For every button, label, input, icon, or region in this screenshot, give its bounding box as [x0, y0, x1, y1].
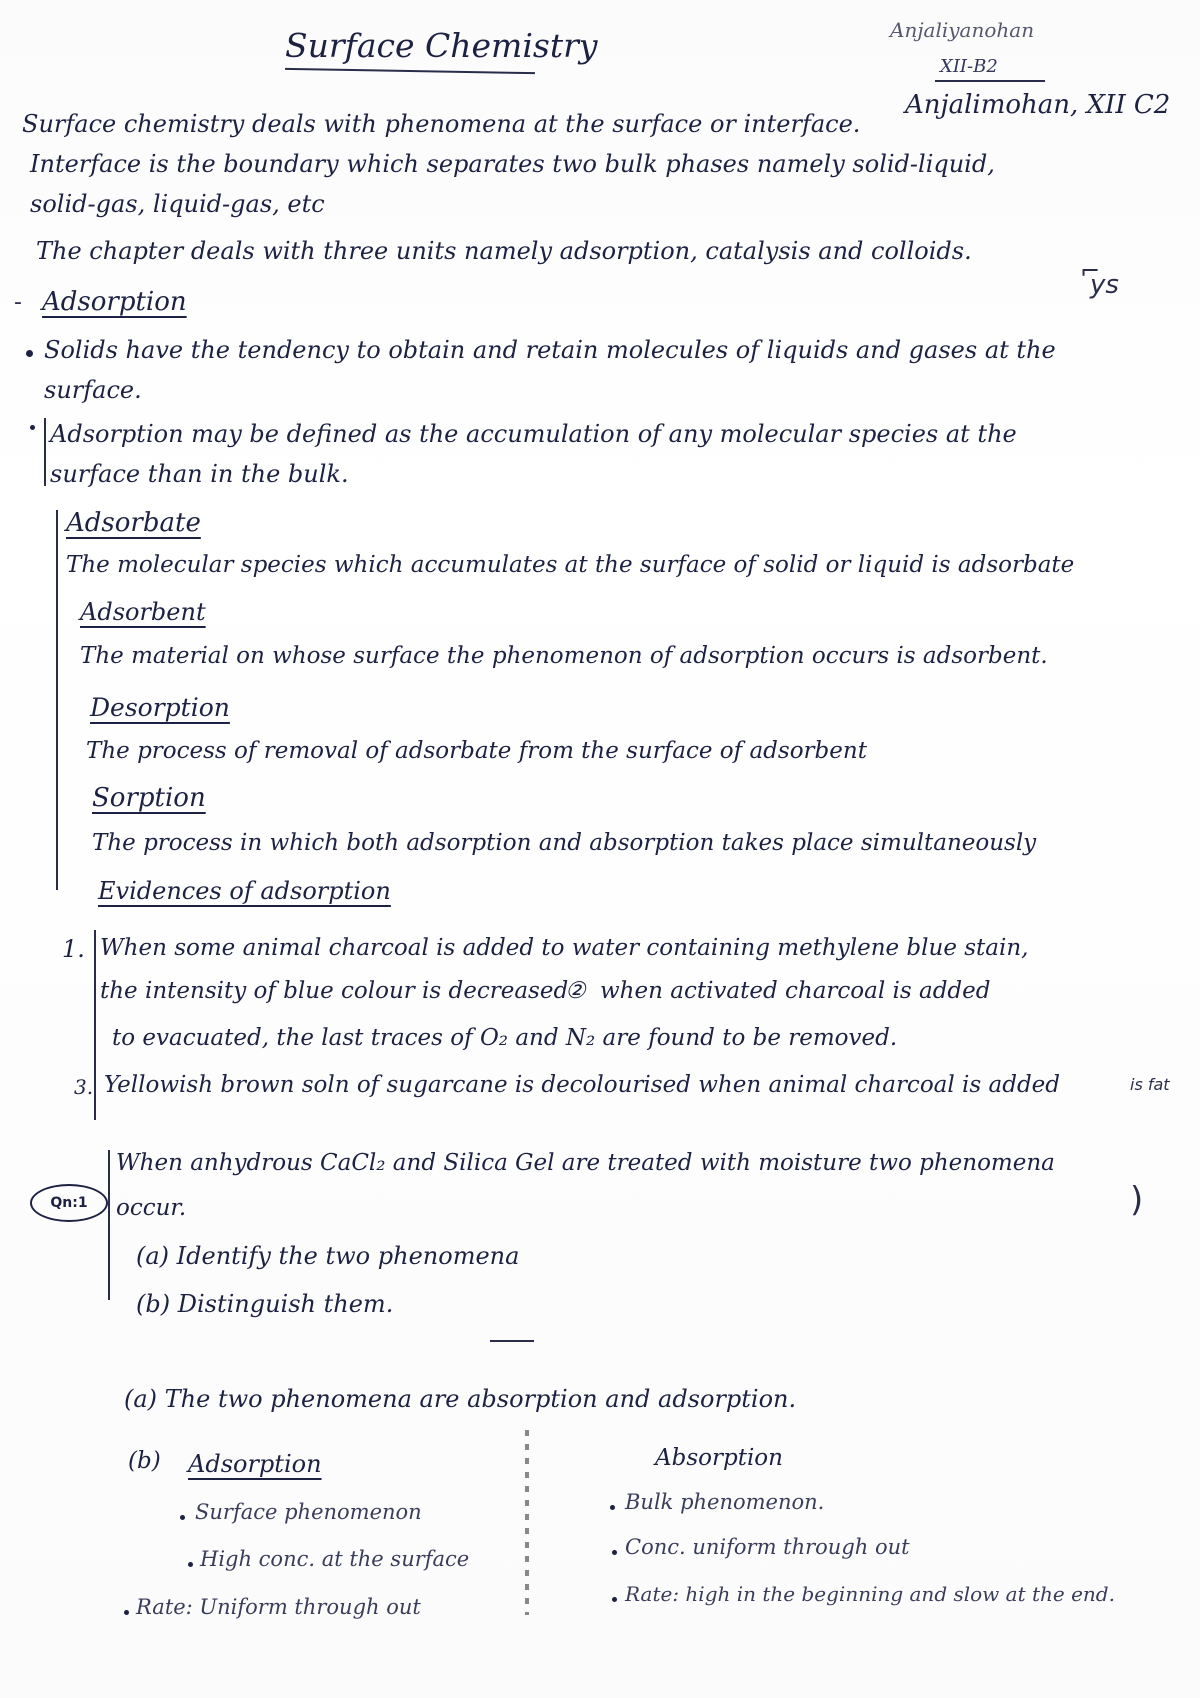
desorption-definition: The process of removal of adsorbate from the surface of adsorbent — [86, 738, 867, 764]
bullet-dot — [610, 1505, 615, 1510]
evidence-3-number: 3. — [74, 1075, 94, 1099]
question-part-b: (b) Distinguish them. — [136, 1290, 394, 1318]
question-line-2: occur. — [116, 1195, 187, 1221]
adsorption-bullet-1a: Solids have the tendency to obtain and retain molecules of liquids and gases at the — [44, 336, 1056, 364]
bullet-dot — [612, 1550, 617, 1555]
evidence-1-line-a: When some animal charcoal is added to water containing methylene blue stain, — [100, 935, 1029, 961]
adsorption-item-1: Surface phenomenon — [195, 1500, 422, 1524]
bullet-dot — [180, 1515, 185, 1520]
adsorption-bullet-2b: surface than in the bulk. — [50, 460, 349, 488]
sorption-definition: The process in which both adsorption and absorption takes place simultaneously — [92, 830, 1037, 856]
name-divider — [935, 80, 1045, 82]
student-name: Anjalimohan, XII C2 — [905, 90, 1171, 120]
margin-bar — [44, 418, 46, 486]
answer-a: (a) The two phenomena are absorption and adsorption. — [124, 1385, 797, 1413]
margin-note-2: is fat — [1130, 1075, 1170, 1094]
absorption-item-1: Bulk phenomenon. — [625, 1490, 825, 1514]
bullet-dot — [188, 1562, 193, 1567]
adsorption-item-2: High conc. at the surface — [200, 1547, 470, 1571]
adsorbate-heading: Adsorbate — [66, 508, 201, 538]
name-scribble: Anjaliyanohan — [890, 18, 1035, 42]
column-divider — [525, 1430, 529, 1615]
title-underline — [285, 68, 535, 74]
adsorbent-definition: The material on whose surface the phenomenon of adsorption occurs is adsorbent. — [80, 643, 1048, 669]
adsorption-column-heading: Adsorption — [188, 1450, 322, 1478]
evidences-bar — [94, 930, 96, 1120]
separator-dash — [490, 1340, 534, 1342]
intro-line-2: Interface is the boundary which separates two bulk phases namely solid-liquid, — [30, 150, 995, 178]
margin-paren-icon: ) — [1130, 1180, 1144, 1220]
evidence-2-line-a: when activated charcoal is added — [600, 978, 991, 1004]
evidence-1-line-b: the intensity of blue colour is decreased — [100, 978, 569, 1004]
intro-line-4: The chapter deals with three units namely adsorption, catalysis and colloids. — [36, 237, 972, 265]
intro-line-1: Surface chemistry deals with phenomena at the surface or interface. — [22, 110, 861, 138]
class-scribble: XII-B2 — [940, 56, 998, 77]
answer-b-label: (b) — [128, 1448, 161, 1474]
question-badge: Qn:1 — [30, 1184, 108, 1222]
evidence-2-number: ② — [565, 978, 586, 1004]
adsorbent-heading: Adsorbent — [80, 598, 206, 626]
evidences-heading: Evidences of adsorption — [98, 877, 391, 905]
adsorption-heading: Adsorption — [42, 287, 187, 317]
adsorption-bullet-2a: Adsorption may be defined as the accumulation of any molecular species at the — [50, 420, 1017, 448]
adsorption-bullet-1b: surface. — [44, 376, 142, 404]
question-part-a: (a) Identify the two phenomena — [136, 1242, 520, 1270]
bullet-dot — [612, 1597, 617, 1602]
evidence-3-line: Yellowish brown soln of sugarcane is decolourised when animal charcoal is added — [104, 1072, 1061, 1098]
margin-bracket-icon: ⌐ — [1080, 257, 1101, 285]
adsorbate-definition: The molecular species which accumulates at the surface of solid or liquid is adsorbate — [66, 552, 1075, 578]
absorption-column-heading: Absorption — [655, 1445, 783, 1471]
adsorption-item-3: Rate: Uniform through out — [136, 1595, 421, 1619]
sorption-heading: Sorption — [92, 783, 206, 813]
page-title: Surface Chemistry — [285, 26, 598, 65]
bullet-dot — [30, 425, 35, 430]
bullet-dot — [124, 1610, 129, 1615]
intro-line-3: solid-gas, liquid-gas, etc — [30, 190, 325, 218]
terms-bar — [56, 510, 58, 890]
margin-note-yes: ys — [1090, 270, 1119, 300]
evidence-1-number: 1. — [62, 935, 85, 963]
question-bar — [108, 1150, 110, 1300]
section-dash: - — [14, 290, 22, 315]
absorption-item-3: Rate: high in the beginning and slow at the end. — [625, 1582, 1115, 1606]
evidence-2-line-b: to evacuated, the last traces of O₂ and N₂ are found to be removed. — [112, 1025, 898, 1051]
absorption-item-2: Conc. uniform through out — [625, 1535, 910, 1559]
bullet-dot — [26, 350, 33, 357]
desorption-heading: Desorption — [90, 693, 230, 722]
question-line-1: When anhydrous CaCl₂ and Silica Gel are treated with moisture two phenomena — [116, 1150, 1055, 1176]
